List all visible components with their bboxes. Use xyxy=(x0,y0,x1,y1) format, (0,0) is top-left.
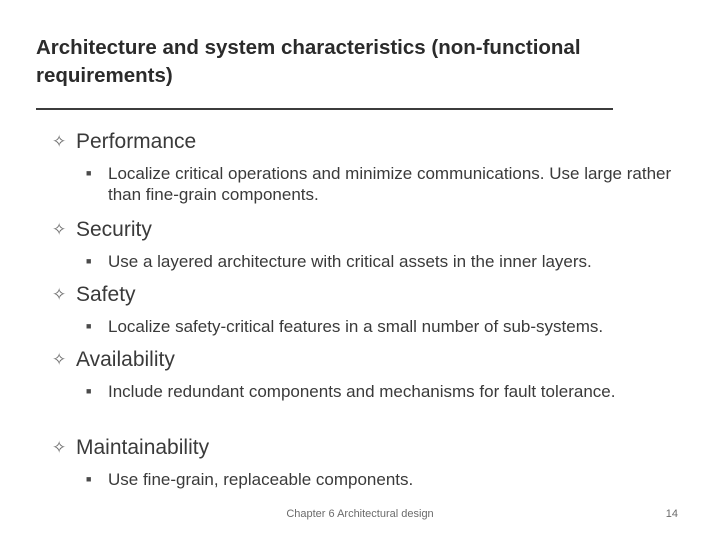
star-bullet-icon: ✧ xyxy=(52,438,67,457)
bullet-heading: Safety xyxy=(76,283,136,306)
bullet-heading: Security xyxy=(76,218,152,241)
title-underline xyxy=(36,108,613,110)
bullet-heading: Availability xyxy=(76,348,175,371)
list-item-security xyxy=(52,216,702,272)
bullet-detail: Include redundant components and mechanisms for fault tolerance. xyxy=(108,382,616,401)
bullet-detail: Use fine-grain, replaceable components. xyxy=(108,470,414,489)
bullet-heading: Performance xyxy=(76,130,197,153)
list-item-maintainability xyxy=(52,434,702,490)
star-bullet-icon: ✧ xyxy=(52,132,67,151)
square-bullet-icon: ■ xyxy=(86,168,92,178)
slide-title: Architecture and system characteristics (non-functional requirements) xyxy=(36,36,581,87)
star-bullet-icon: ✧ xyxy=(52,350,67,369)
star-bullet-icon: ✧ xyxy=(52,285,67,304)
bullet-detail: Use a layered architecture with critical assets in the inner layers. xyxy=(108,252,592,271)
list-item-safety xyxy=(52,281,702,337)
bullet-heading: Maintainability xyxy=(76,436,210,459)
bullet-detail: Localize critical operations and minimize communications. Use large rather than fine-grain components. xyxy=(108,164,672,204)
square-bullet-icon: ■ xyxy=(86,474,92,484)
square-bullet-icon: ■ xyxy=(86,256,92,266)
bullet-detail: Localize safety-critical features in a small number of sub-systems. xyxy=(108,317,604,336)
list-item-performance xyxy=(52,128,702,205)
star-bullet-icon: ✧ xyxy=(52,220,67,239)
square-bullet-icon: ■ xyxy=(86,386,92,396)
footer-chapter: Chapter 6 Architectural design xyxy=(286,508,434,520)
square-bullet-icon: ■ xyxy=(86,321,92,331)
page-number: 14 xyxy=(665,508,678,520)
list-item-availability xyxy=(52,346,702,402)
